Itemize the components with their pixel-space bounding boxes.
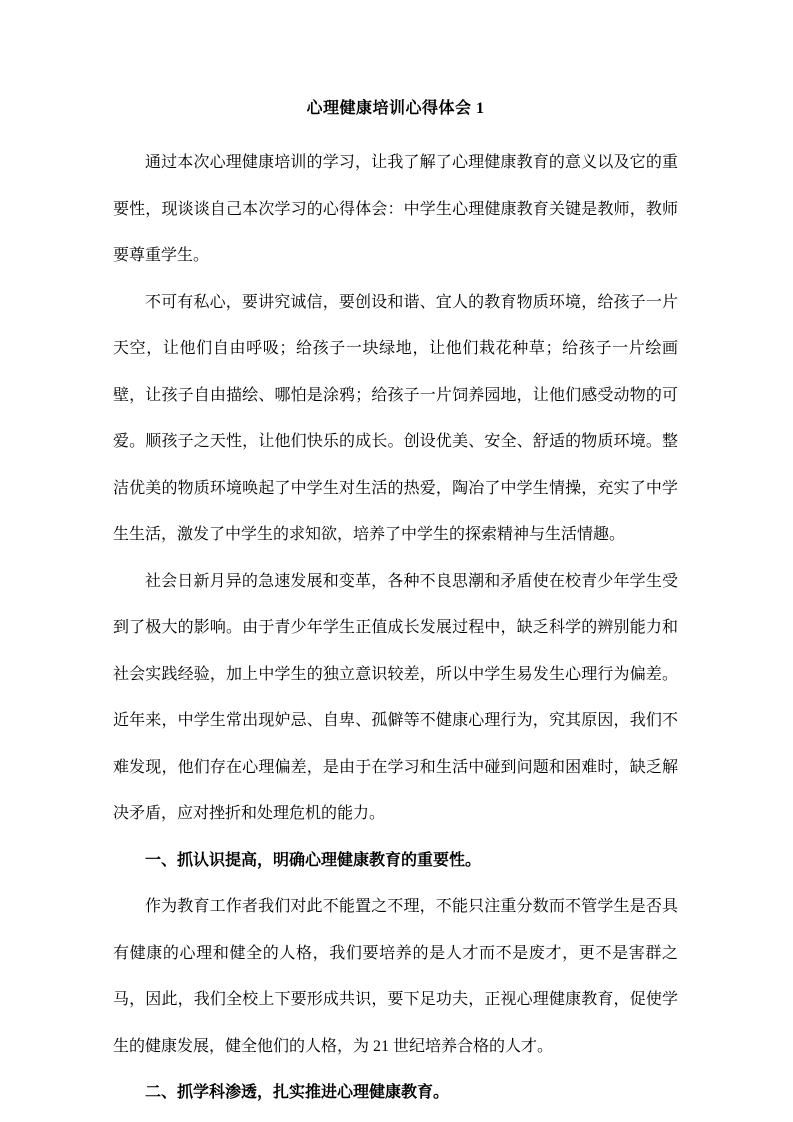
paragraph-environment: 不可有私心，要讲究诚信，要创设和谐、宜人的教育物质环境，给孩子一片天空，让他们自由呼吸；给孩子一块绿地，让他们栽花种草；给孩子一片绘画壁，让孩子自由描绘、哪怕是涂鸦；给孩子一片饲养园地，让他们感受动物的可爱。顺孩子之天性，让他们快乐的成长。创设优美、安全、舒适的物质环境。整洁优美的物质环境唤起了中学生对生活的热爱，陶冶了中学生情操，充实了中学生生活，激发了中学生的求知欲，培养了中学生的探索精神与生活情趣。	[113, 293, 678, 543]
document-title: 心理健康培训心得体会 1	[306, 100, 485, 117]
paragraph-society: 社会日新月异的急速发展和变革，各种不良思潮和矛盾使在校青少年学生受到了极大的影响。由于青少年学生正值成长发展过程中，缺乏科学的辨别能力和社会实践经验，加上中学生的独立意识较差，所以中学生易发生心理行为偏差。近年来，中学生常出现妒忌、自卑、孤僻等不健康心理行为，究其原因，我们不难发现，他们存在心理偏差，是由于在学习和生活中碰到问题和困难时，缺乏解决矛盾，应对挫折和处理危机的能力。	[113, 572, 678, 822]
paragraph-educators: 作为教育工作者我们对此不能置之不理，不能只注重分数而不管学生是否具有健康的心理和健全的人格，我们要培养的是人才而不是废才，更不是害群之马，因此，我们全校上下要形成共识，要下足功夫，正视心理健康教育，促使学生的健康发展，健全他们的人格，为 21 世纪培养合格的人才。	[113, 898, 678, 1055]
section-heading-1: 一、抓认识提高，明确心理健康教育的重要性。	[145, 851, 482, 869]
section-heading-2: 二、抓学科渗透，扎实推进心理健康教育。	[145, 1084, 450, 1101]
paragraph-intro: 通过本次心理健康培训的学习，让我了解了心理健康教育的意义以及它的重要性，现谈谈自己本次学习的心得体会：中学生心理健康教育关键是教师，教师要尊重学生。	[113, 154, 678, 264]
